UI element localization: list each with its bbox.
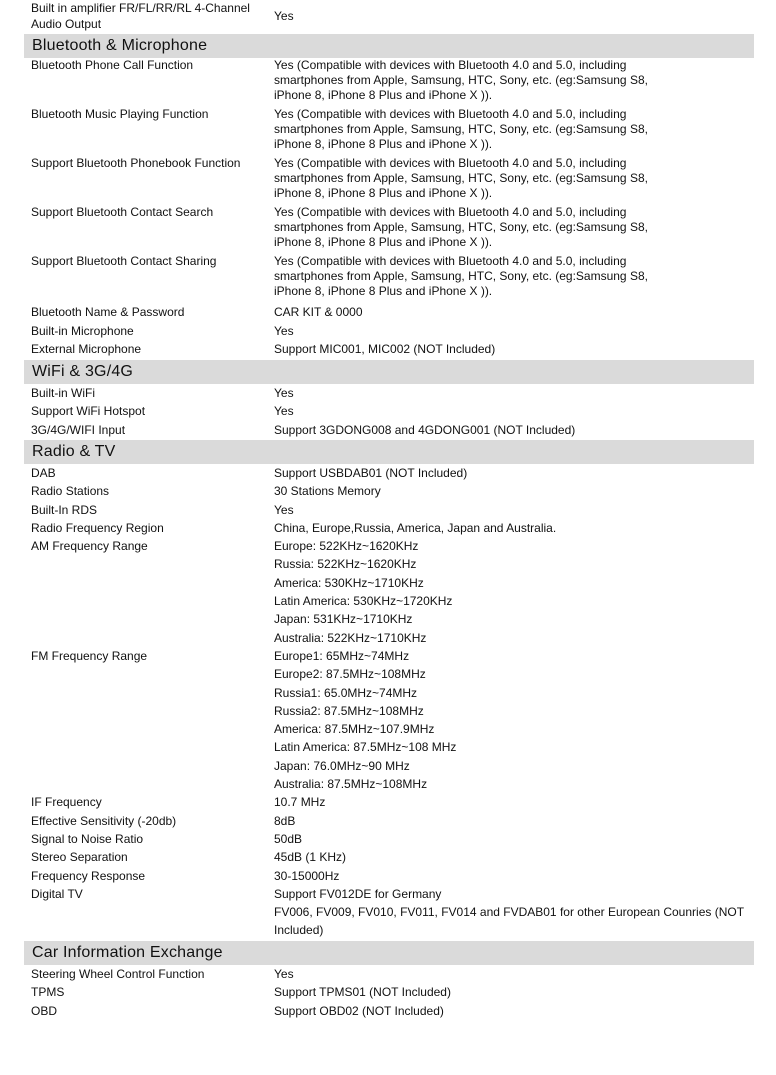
spec-value [274, 519, 754, 537]
spec-value-line: America: 530KHz~1710KHz [274, 575, 424, 590]
spec-label: 3G/4G/WIFI Input [31, 422, 126, 437]
spec-value-line: iPhone 8, iPhone 8 Plus and iPhone X )). [274, 137, 493, 151]
spec-value-line: Latin America: 530KHz~1720KHz [274, 594, 453, 609]
spec-row [24, 867, 754, 885]
spec-value-line: Yes (Compatible with devices with Bluetooth 4.0 and 5.0, including [274, 58, 627, 72]
spec-value-line: Europe: 522KHz~1620KHz [274, 539, 419, 554]
spec-value [274, 464, 754, 482]
spec-value-line: FV006, FV009, FV010, FV011, FV014 and FVDAB01 for other European Counries (NOT [274, 905, 745, 920]
spec-row [24, 983, 754, 1002]
spec-row [24, 830, 754, 848]
spec-row [24, 58, 754, 103]
spec-value-line: Support 3GDONG008 and 4GDONG001 (NOT Included) [274, 422, 576, 437]
spec-value [274, 501, 754, 519]
spec-label: Bluetooth Phone Call Function [31, 58, 194, 72]
spec-value-line: Japan: 76.0MHz~90 MHz [274, 758, 410, 773]
spec-value: Yes [274, 9, 294, 23]
spec-value [274, 1002, 754, 1021]
spec-label: Effective Sensitivity (-20db) [31, 813, 177, 828]
spec-value-line: Yes (Compatible with devices with Bluetooth 4.0 and 5.0, including [274, 156, 627, 170]
spec-value-line: Yes [274, 502, 294, 517]
spec-row [24, 482, 754, 500]
spec-value-line: 30 Stations Memory [274, 484, 381, 499]
spec-row [24, 107, 754, 152]
spec-value-line: Support MIC001, MIC002 (NOT Included) [274, 342, 496, 356]
spec-value-line: Yes [274, 385, 294, 400]
spec-label: TPMS [31, 985, 65, 1000]
spec-value-line: 10.7 MHz [274, 795, 326, 810]
spec-value-line: iPhone 8, iPhone 8 Plus and iPhone X )). [274, 235, 493, 249]
spec-value-line: smartphones from Apple, Samsung, HTC, Sony, etc. (eg:Samsung S8, [274, 73, 648, 87]
spec-value-line: Support TPMS01 (NOT Included) [274, 985, 451, 1000]
section-header-radio-tv: Radio & TV [24, 440, 754, 464]
spec-label: Digital TV [31, 886, 83, 901]
spec-value [274, 322, 754, 341]
spec-value-line: Japan: 531KHz~1710KHz [274, 612, 413, 627]
spec-label: DAB [31, 466, 56, 480]
spec-row [24, 402, 754, 421]
spec-value-line: Support OBD02 (NOT Included) [274, 1003, 444, 1018]
spec-row [24, 848, 754, 866]
spec-row [24, 340, 754, 359]
spec-value-line: 45dB (1 KHz) [274, 850, 347, 865]
spec-value-line: iPhone 8, iPhone 8 Plus and iPhone X )). [274, 186, 493, 200]
spec-value [274, 107, 754, 152]
spec-value [274, 830, 754, 848]
spec-value-line: Europe2: 87.5MHz~108MHz [274, 667, 426, 682]
spec-value-line: Yes [274, 404, 294, 418]
spec-value-line: Russia2: 87.5MHz~108MHz [274, 703, 424, 718]
spec-value-line: America: 87.5MHz~107.9MHz [274, 722, 435, 737]
spec-value [274, 812, 754, 830]
spec-row [24, 537, 754, 647]
spec-row [24, 519, 754, 537]
spec-label: Built-In RDS [31, 502, 98, 517]
spec-label: External Microphone [31, 342, 142, 356]
spec-value [274, 647, 754, 793]
spec-label: Steering Wheel Control Function [31, 966, 205, 981]
spec-label: IF Frequency [31, 795, 102, 810]
spec-label: Support Bluetooth Phonebook Function [31, 156, 241, 170]
spec-value [274, 793, 754, 811]
spec-value [274, 340, 754, 359]
spec-value-line: Yes [274, 323, 294, 338]
spec-label: Built-in WiFi [31, 385, 96, 400]
spec-value [274, 58, 754, 103]
spec-row [24, 1002, 754, 1021]
spec-value [274, 482, 754, 500]
spec-label: Built-in Microphone [31, 323, 134, 338]
spec-value [274, 848, 754, 866]
spec-row [24, 205, 754, 250]
section-header-wifi-3g-4g: WiFi & 3G/4G [24, 360, 754, 384]
spec-value-line: Australia: 522KHz~1710KHz [274, 630, 427, 645]
spec-value [274, 885, 754, 940]
spec-row [24, 384, 754, 403]
spec-row-amplifier [24, 0, 754, 32]
spec-label: Signal to Noise Ratio [31, 831, 144, 846]
spec-value [274, 402, 754, 421]
spec-value-line: smartphones from Apple, Samsung, HTC, Sony, etc. (eg:Samsung S8, [274, 220, 648, 234]
spec-row [24, 322, 754, 341]
spec-value-line: 50dB [274, 831, 303, 846]
section-header-car-information-exchange: Car Information Exchange [24, 941, 754, 965]
spec-label: Radio Stations [31, 484, 110, 499]
spec-row [24, 156, 754, 201]
spec-value-line: Yes (Compatible with devices with Bluetooth 4.0 and 5.0, including [274, 254, 627, 268]
spec-value [274, 983, 754, 1002]
spec-row [24, 464, 754, 482]
spec-value-line: Support USBDAB01 (NOT Included) [274, 466, 468, 480]
spec-value-line: smartphones from Apple, Samsung, HTC, Sony, etc. (eg:Samsung S8, [274, 122, 648, 136]
spec-label: Bluetooth Name & Password [31, 305, 185, 319]
spec-value-line: iPhone 8, iPhone 8 Plus and iPhone X )). [274, 88, 493, 102]
spec-value-line: Russia: 522KHz~1620KHz [274, 557, 417, 572]
spec-value [274, 156, 754, 201]
spec-value [274, 867, 754, 885]
spec-label: Bluetooth Music Playing Function [31, 107, 209, 121]
spec-label: Support Bluetooth Contact Search [31, 205, 214, 219]
spec-value-line: Yes (Compatible with devices with Bluetooth 4.0 and 5.0, including [274, 205, 627, 219]
spec-value-line: Europe1: 65MHz~74MHz [274, 648, 410, 663]
spec-row [24, 793, 754, 811]
spec-value [274, 384, 754, 403]
spec-value-line: Included) [274, 923, 324, 938]
spec-value-line: smartphones from Apple, Samsung, HTC, Sony, etc. (eg:Samsung S8, [274, 269, 648, 283]
spec-label: Stereo Separation [31, 850, 128, 865]
spec-row [24, 965, 754, 984]
spec-label: OBD [31, 1003, 58, 1018]
spec-row [24, 501, 754, 519]
spec-value-line: Yes (Compatible with devices with Bluetooth 4.0 and 5.0, including [274, 107, 627, 121]
spec-value-line: 8dB [274, 813, 296, 828]
section-header-bluetooth-microphone: Bluetooth & Microphone [24, 34, 754, 58]
spec-label: Radio Frequency Region [31, 520, 164, 535]
spec-sections [24, 34, 754, 1020]
spec-row [24, 303, 754, 322]
spec-value-line: Australia: 87.5MHz~108MHz [274, 777, 428, 792]
spec-value-line: iPhone 8, iPhone 8 Plus and iPhone X )). [274, 284, 493, 298]
spec-label: Support Bluetooth Contact Sharing [31, 254, 217, 268]
spec-sheet [24, 0, 754, 1020]
spec-label: Frequency Response [31, 868, 146, 883]
spec-value-line: Yes [274, 966, 294, 981]
spec-row [24, 421, 754, 440]
spec-value [274, 205, 754, 250]
spec-value [274, 421, 754, 440]
spec-value-line: smartphones from Apple, Samsung, HTC, Sony, etc. (eg:Samsung S8, [274, 171, 648, 185]
spec-value-line: China, Europe,Russia, America, Japan and Australia. [274, 520, 557, 535]
spec-row [24, 254, 754, 299]
spec-value-line: Russia1: 65.0MHz~74MHz [274, 685, 418, 700]
spec-value [274, 303, 754, 322]
spec-value-line: CAR KIT & 0000 [274, 305, 363, 319]
spec-value-line: 30-15000Hz [274, 868, 340, 883]
spec-value-line: Latin America: 87.5MHz~108 MHz [274, 740, 457, 755]
spec-row [24, 647, 754, 793]
spec-row [24, 885, 754, 940]
spec-value [274, 965, 754, 984]
spec-value-line: Support FV012DE for Germany [274, 886, 442, 901]
spec-value [274, 537, 754, 647]
spec-label: Built in amplifier FR/FL/RR/RL 4-Channel Audio Output [31, 1, 250, 31]
spec-label: FM Frequency Range [31, 648, 148, 663]
spec-row [24, 812, 754, 830]
spec-value [274, 254, 754, 299]
spec-label: Support WiFi Hotspot [31, 404, 146, 418]
spec-label: AM Frequency Range [31, 539, 148, 554]
